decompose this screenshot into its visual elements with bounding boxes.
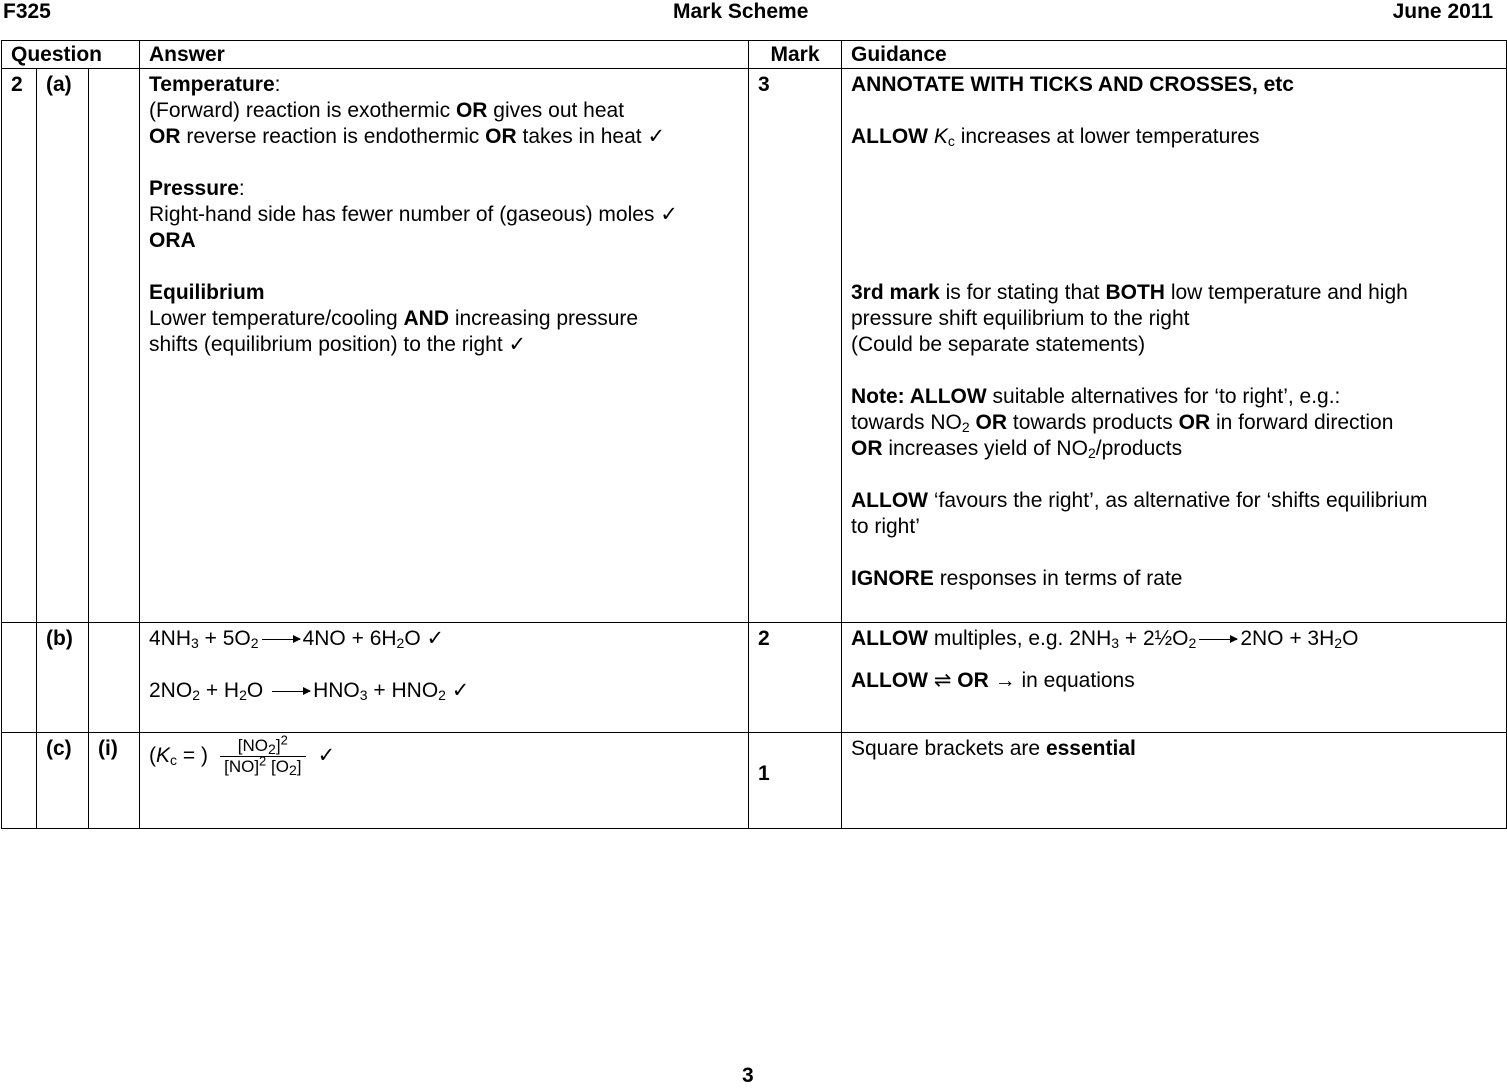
page-number: 3 xyxy=(742,1064,754,1087)
mark-scheme-table xyxy=(1,40,1507,829)
tick-icon: ✓ xyxy=(426,627,445,650)
tick-icon: ✓ xyxy=(451,679,470,702)
tick-icon: ✓ xyxy=(647,125,666,148)
paper-code: F325 xyxy=(3,0,51,23)
mark-value: 1 xyxy=(749,733,842,829)
answer-cell: ($K_c$ = ) $\frac{[NO_2]^2}{[NO]^2 [O_2]}$ ✓ xyxy=(140,733,749,829)
guidance-cell: ANNOTATE WITH TICKS AND CROSSES, etc ALLOW $K_c$ increases at lower temperatures 3rd mark is for stating that BOTH low temperature and high pressure shift equilibrium to the right (Could be separate statements) Note: ALLOW suitable alternatives for ‘to right’, e.g.: towards $NO_2$ OR towards products OR in forward direction OR increases yield of $NO_2$/products ALLOW ‘favours the right’, as alternative for ‘shifts equilibrium to right’ IGNORE responses in terms of rate xyxy=(842,69,1507,623)
tick-icon: ✓ xyxy=(660,203,678,226)
question-subpart xyxy=(89,69,140,623)
equilibrium-arrow-icon: ⇌ xyxy=(933,669,952,692)
table-header-row xyxy=(2,41,1507,69)
kc-expression: $\frac{[NO_2]^2}{[NO]^2 [O_2]}$ xyxy=(220,736,306,777)
question-number: 2 xyxy=(2,69,37,623)
equation-1: $4NH_3 + 5O_2$ $4NO + 6H_2O$ ✓ xyxy=(149,627,445,651)
guidance-cell: Square brackets are essential xyxy=(842,733,1507,829)
column-header-answer: Answer xyxy=(140,41,749,69)
equation-2: $2NO_2 + H_2O$ $HNO_3 + HNO_2$ ✓ xyxy=(149,679,470,703)
tick-icon: ✓ xyxy=(508,333,527,356)
tick-icon: ✓ xyxy=(317,744,336,768)
exam-date: June 2011 xyxy=(1392,0,1493,23)
column-header-question: Question xyxy=(2,41,140,69)
question-part: (c) xyxy=(37,733,89,829)
reaction-arrow-icon xyxy=(262,639,300,640)
guidance-cell: ALLOW multiples, e.g. $2NH_3$ + $2\frac{1}{2}O_2$ $2NO + 3H_2O$ ALLOW ⇌ OR → in equations xyxy=(842,623,1507,733)
question-subpart: (i) xyxy=(89,733,140,829)
question-part: (a) xyxy=(37,69,89,623)
pressure-heading: Pressure xyxy=(149,177,239,200)
reaction-arrow-icon xyxy=(272,691,310,692)
mark-value: 3 xyxy=(749,69,842,623)
table-row-2ci xyxy=(2,733,1507,829)
column-header-guidance: Guidance xyxy=(842,41,1507,69)
question-part: (b) xyxy=(37,623,89,733)
table-row-2a xyxy=(2,69,1507,623)
equilibrium-heading: Equilibrium xyxy=(149,281,265,304)
column-header-mark: Mark xyxy=(749,41,842,69)
mark-value: 2 xyxy=(749,623,842,733)
answer-cell xyxy=(140,623,749,733)
table-row-2b xyxy=(2,623,1507,733)
answer-cell: Temperature: (Forward) reaction is exothermic OR gives out heat OR reverse reaction is endothermic OR takes in heat ✓ Pressure: Right-hand side has fewer number of (gaseous) moles ✓ ORA Equilibrium Lower temperature/cooling AND increasing pressure shifts (equilibrium position) to the right ✓ xyxy=(140,69,749,623)
reaction-arrow-icon xyxy=(1199,639,1237,640)
temperature-heading: Temperature xyxy=(149,73,275,96)
document-title: Mark Scheme xyxy=(673,0,809,23)
